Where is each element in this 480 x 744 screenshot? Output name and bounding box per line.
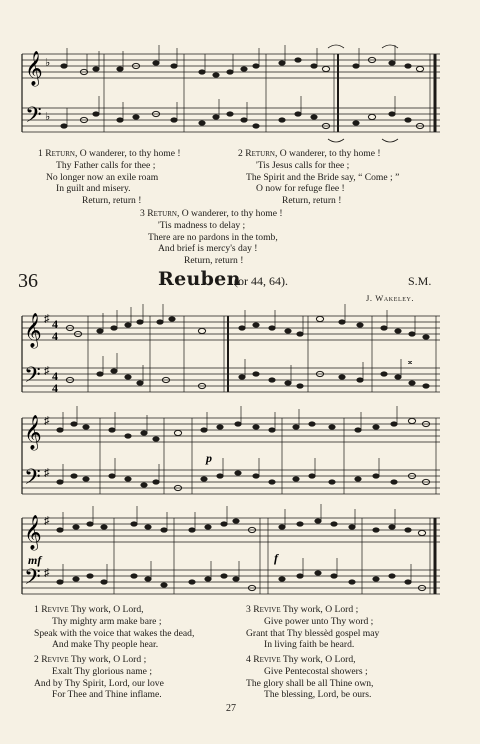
svg-text:4: 4 [52, 381, 58, 395]
verse-line: 2 Return, O wanderer, to thy home ! [238, 148, 381, 159]
top-verse-2 [238, 148, 399, 207]
verse-line: There are no pardons in the tomb, [148, 231, 278, 243]
svg-text:4: 4 [52, 317, 58, 331]
alternate-tunes: (or 44, 64). [234, 274, 288, 288]
music-system-2 [16, 404, 440, 504]
verse-line: 1 Revive Thy work, O Lord, [34, 604, 144, 615]
svg-text:𝄞: 𝄞 [24, 313, 42, 348]
verse-line: 'Tis Jesus calls for thee ; [256, 159, 350, 171]
verse-4 [246, 654, 373, 701]
verse-1 [34, 604, 194, 651]
top-verse-1 [38, 148, 181, 207]
verse-line: The blessing, Lord, be ours. [264, 689, 372, 701]
verse-line: 'Tis madness to delay ; [158, 219, 246, 231]
top-verse-3 [140, 208, 283, 267]
svg-text:4: 4 [52, 369, 58, 383]
verse-line: In living faith be heard. [264, 639, 355, 651]
svg-text:𝄢: 𝄢 [24, 363, 41, 393]
meter: S.M. [408, 274, 432, 288]
verse-line: Speak with the voice that wakes the dead, [34, 627, 195, 639]
verse-3 [246, 604, 379, 651]
verse-line: 2 Revive Thy work, O Lord ; [34, 654, 147, 665]
svg-text:𝄞: 𝄞 [24, 515, 42, 550]
music-system-top [16, 40, 440, 144]
dynamic-mf: mf [28, 553, 42, 567]
verse-line: Return, return ! [82, 195, 142, 207]
verse-line: In guilt and misery. [56, 183, 131, 195]
svg-text:♯: ♯ [44, 467, 50, 479]
verse-line: And brief is mercy's day ! [158, 243, 258, 255]
music-system-1 [16, 302, 440, 402]
page-number: 27 [226, 703, 236, 714]
music-system-3 [16, 504, 440, 604]
verse-line: The Spirit and the Bride say, “ Come ; ” [246, 171, 400, 183]
verse-line: 4 Revive Thy work, O Lord, [246, 654, 356, 665]
verse-line: Thy Father calls for thee ; [56, 159, 156, 171]
verse-line: O now for refuge flee ! [256, 183, 345, 195]
verse-line: And by Thy Spirit, Lord, our love [34, 677, 164, 689]
verse-line: Give power unto Thy word ; [264, 615, 374, 627]
svg-text:𝄞: 𝄞 [25, 51, 43, 86]
dynamic-p: p [206, 451, 212, 465]
svg-text:𝄢: 𝄢 [24, 565, 41, 595]
verse-line: Return, return ! [282, 195, 342, 207]
verse-line: 1 Return, O wanderer, to thy home ! [38, 148, 181, 159]
verse-line: Give Pentecostal showers ; [264, 665, 368, 677]
svg-text:♯: ♯ [44, 567, 50, 579]
verse-line: For Thee and Thine inflame. [52, 689, 162, 701]
verse-2 [34, 654, 164, 701]
svg-text:♭: ♭ [45, 57, 51, 69]
svg-text:♯: ♯ [44, 515, 50, 527]
tune-title: Reuben [158, 268, 241, 290]
verse-line: Thy mighty arm make bare ; [52, 615, 162, 627]
hymn-number: 36 [18, 270, 38, 292]
svg-text:4: 4 [52, 329, 58, 343]
svg-text:𝄪: 𝄪 [408, 356, 413, 366]
composer: J. Wakeley. [366, 293, 415, 303]
verse-line: No longer now an exile roam [46, 171, 159, 183]
dynamic-f: f [274, 551, 278, 565]
svg-text:𝄢: 𝄢 [24, 465, 41, 495]
svg-text:♭: ♭ [45, 111, 51, 123]
svg-text:𝄢: 𝄢 [25, 103, 42, 133]
svg-text:𝄞: 𝄞 [24, 415, 42, 450]
verse-line: And make Thy people hear. [52, 639, 159, 651]
svg-text:♯: ♯ [44, 313, 50, 325]
verse-line: 3 Revive Thy work, O Lord ; [246, 604, 359, 615]
svg-text:♯: ♯ [44, 415, 50, 427]
verse-line: The glory shall be all Thine own, [246, 677, 374, 689]
verse-line: Grant that Thy blessèd gospel may [246, 627, 380, 639]
verse-line: Return, return ! [184, 255, 244, 267]
svg-text:♯: ♯ [44, 365, 50, 377]
verse-line: 3 Return, O wanderer, to thy home ! [140, 208, 283, 219]
verse-line: Exalt Thy glorious name ; [52, 665, 153, 677]
